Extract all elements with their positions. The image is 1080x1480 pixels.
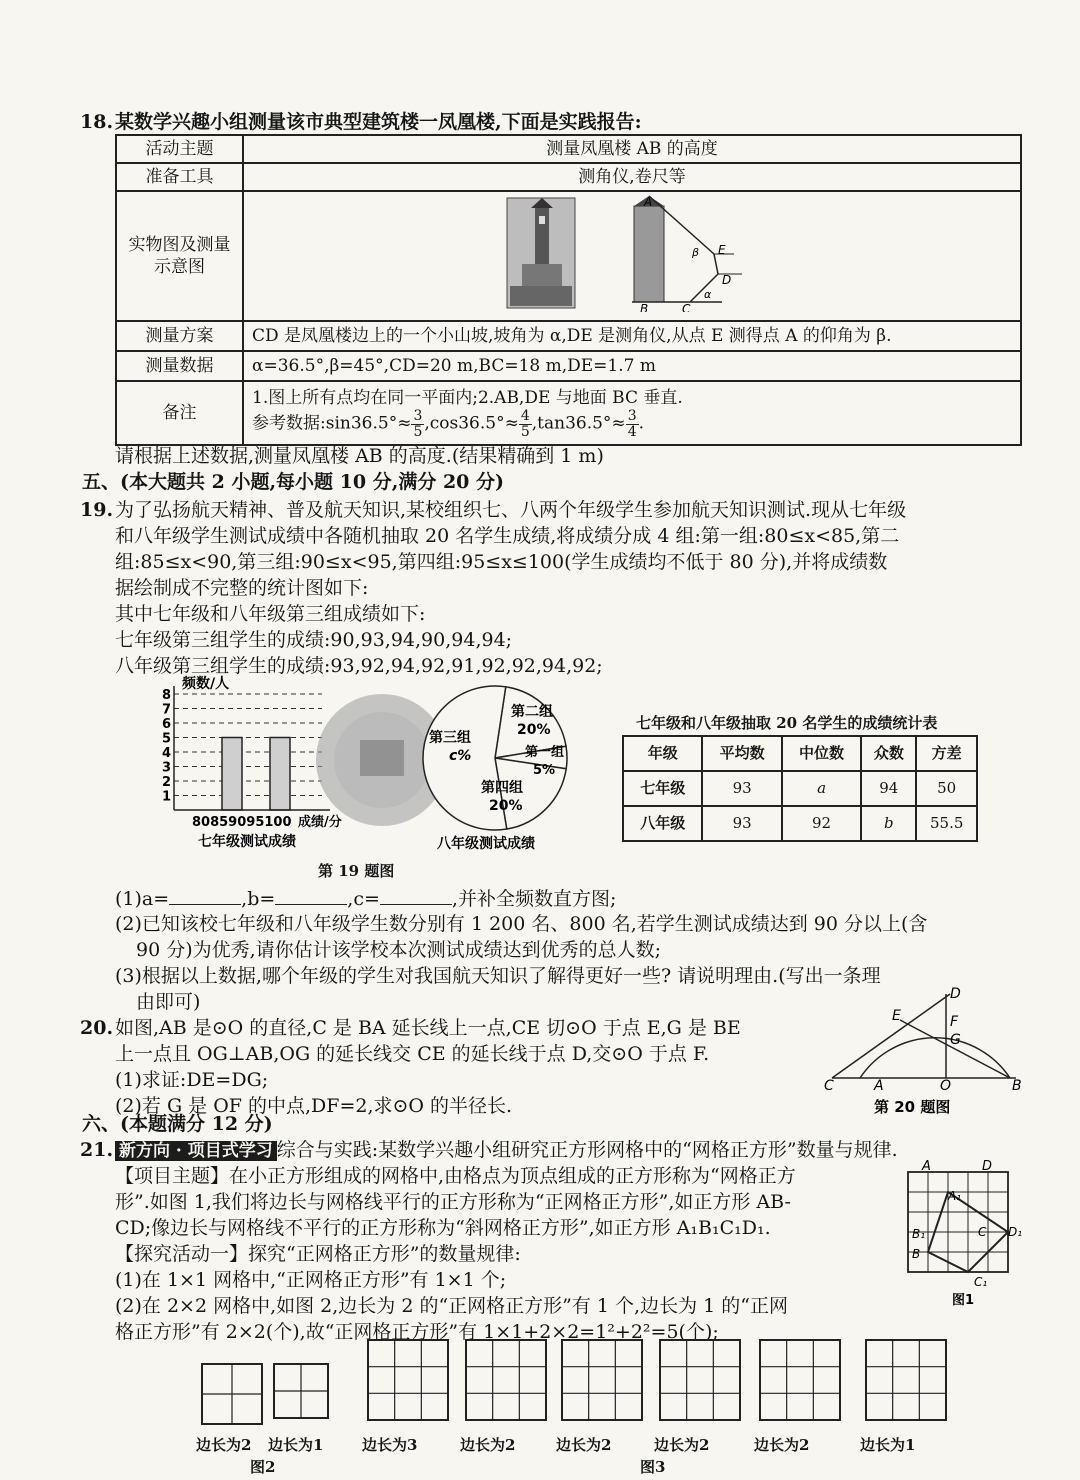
q19-line1: 为了弘扬航天精神、普及航天知识,某校组织七、八两个年级学生参加航天知识测试.现从七年级: [115, 499, 907, 521]
q20-label-O: O: [940, 1078, 952, 1094]
q18-question: 请根据上述数据,测量凤凰楼 AB 的高度.(结果精确到 1 m): [115, 445, 604, 467]
q20-label-B: B: [1012, 1078, 1022, 1094]
q20-label-G: G: [950, 1032, 961, 1048]
pie-label-g3: 第三组: [429, 730, 471, 746]
fig1-label-C: C: [978, 1225, 987, 1239]
table-cell: 七年级: [623, 771, 702, 806]
row-body-theme: 测量凤凰楼 AB 的高度: [243, 135, 1021, 163]
q19-sub3-line1: (3)根据以上数据,哪个年级的学生对我国航天知识了解得更好一些? 请说明理由.(写出一条理: [115, 965, 881, 987]
q21-line4: 【探究活动一】探究“正网格正方形”的数量规律:: [115, 1243, 521, 1265]
pie-chart: [405, 670, 605, 860]
notes-line1: 1.图上所有点均在同一平面内;2.AB,DE 与地面 BC 垂直.: [252, 388, 683, 409]
grid-caption: 边长为2: [556, 1436, 612, 1454]
fig1-label-C1: C₁: [974, 1275, 988, 1289]
q18-report-table: [115, 134, 1022, 446]
hist-ytick: 6: [162, 717, 172, 732]
q19-figure-caption: 第 19 题图: [318, 862, 395, 880]
fig1-label-A: A: [922, 1159, 931, 1174]
fig3-caption: 图3: [640, 1458, 666, 1476]
label-A: A: [644, 195, 653, 210]
th-mode: 众数: [861, 736, 916, 771]
th-mean: 平均数: [702, 736, 781, 771]
row-head-plan: 测量方案: [116, 321, 243, 351]
hist-ytick: 3: [162, 760, 172, 776]
q20-line1: 如图,AB 是⊙O 的直径,C 是 BA 延长线上一点,CE 切⊙O 于点 E,G 是 BE: [115, 1017, 741, 1039]
th-median: 中位数: [782, 736, 861, 771]
q20-label-E: E: [892, 1008, 901, 1024]
hist-ytick: 1: [162, 789, 172, 805]
q20-line3: (1)求证:DE=DG;: [115, 1069, 269, 1091]
q19-sub3-line2: 由即可): [136, 991, 201, 1013]
hist-yticks: [162, 688, 171, 805]
pie-label-g1p: 5%: [533, 763, 556, 778]
label-beta: β: [692, 246, 700, 260]
section5-header: 五、(本大题共 2 小题,每小题 10 分,满分 20 分): [82, 471, 504, 493]
row-body-tools: 测角仪,卷尺等: [243, 163, 1021, 191]
grid-caption: 边长为1: [860, 1436, 916, 1454]
fig1-label-B: B: [912, 1247, 921, 1261]
table-cell: 94: [861, 771, 916, 806]
row-body-notes: [243, 381, 1021, 445]
pie-label-g1: 第一组: [525, 745, 565, 760]
q21-line6: (2)在 2×2 网格中,如图 2,边长为 2 的“正网格正方形”有 1 个,边长为 1 的“正网: [115, 1295, 788, 1317]
row-head-theme: 活动主题: [116, 135, 243, 163]
row-body-data: α=36.5°,β=45°,CD=20 m,BC=18 m,DE=1.7 m: [243, 351, 1021, 381]
pie-caption: 八年级测试成绩: [437, 836, 535, 852]
q21-line1: 【项目主题】在小正方形组成的网格中,由格点为顶点组成的正方形称为“网格正方: [115, 1165, 796, 1187]
table-cell: 55.5: [916, 806, 977, 841]
q19-number: 19.: [80, 499, 114, 521]
fig1-caption: 图1: [952, 1293, 975, 1308]
hist-xlabel: 成绩/分: [298, 815, 342, 830]
frac-tan: $\frac{3}{4}$: [627, 408, 637, 440]
q20-figure-caption: 第 20 题图: [874, 1098, 951, 1116]
label-B: B: [640, 302, 649, 313]
fig1-label-D: D: [982, 1159, 993, 1174]
section6-header: 六、(本题满分 12 分): [82, 1113, 273, 1135]
grid-figure: [758, 1338, 842, 1422]
grid-caption: 边长为2: [654, 1436, 710, 1454]
ref-cos: ,cos36.5°≈: [424, 413, 519, 434]
label-alpha: α: [704, 288, 712, 302]
hist-grid: [174, 694, 322, 796]
grid-figure: [200, 1362, 264, 1426]
fig1-label-A1: A₁: [948, 1189, 962, 1203]
hist-bar: [222, 738, 242, 811]
label-E: E: [718, 243, 726, 258]
tower-photo: [507, 198, 575, 308]
grid-caption: 边长为2: [754, 1436, 810, 1454]
row-body-plan: CD 是凤凰楼边上的一个小山坡,坡角为 α,DE 是测角仪,从点 E 测得点 A 的仰角为 β.: [243, 321, 1021, 351]
row-body-figure: [243, 191, 1021, 321]
q20-label-C: C: [824, 1078, 834, 1094]
frac-cos: $\frac{4}{5}$: [520, 408, 530, 440]
hist-ytick: 8: [162, 688, 172, 703]
row-head-figure: 实物图及测量示意图: [116, 191, 243, 321]
hist-ytick: 7: [162, 702, 172, 718]
hist-ytick: 2: [162, 775, 172, 790]
table-cell: 八年级: [623, 806, 702, 841]
notes-ref: 参考数据:sin36.5°≈ $\frac{3}{5}$ ,cos36.5°≈ $\frac{4}{5}$ ,tan36.5°≈ $\frac{3}{4}$ .: [252, 408, 645, 440]
q19-line5: 其中七年级和八年级第三组成绩如下:: [115, 603, 426, 625]
q20-label-A: A: [874, 1078, 884, 1094]
grid-figure: [658, 1338, 742, 1422]
ref-prefix: 参考数据:sin36.5°≈: [252, 413, 412, 434]
q21-title: 新方向 · 项目式学习 综合与实践:某数学兴趣小组研究正方形网格中的“网格正方形”数量与规律.: [115, 1138, 898, 1163]
measurement-schematic: [632, 195, 742, 312]
hist-caption: 七年级测试成绩: [198, 834, 296, 850]
q20-line4: (2)若 G 是 OF 的中点,DF=2,求⊙O 的半径长.: [115, 1095, 513, 1117]
row-head-notes: 备注: [116, 381, 243, 445]
grid-caption: 边长为2: [196, 1436, 252, 1454]
hist-bar: [270, 738, 290, 811]
q19-sub2-line2: 90 分)为优秀,请你估计该学校本次测试成绩达到优秀的总人数;: [136, 939, 662, 961]
q20-figure: [820, 986, 1030, 1116]
label-C: C: [682, 302, 691, 313]
grid-figure: [864, 1338, 948, 1422]
q21-number: 21.: [80, 1139, 114, 1161]
th-variance: 方差: [916, 736, 977, 771]
hist-ytick: 5: [162, 731, 172, 747]
q19-sub2-line1: (2)已知该校七年级和八年级学生数分别有 1 200 名、800 名,若学生测试成绩达到 90 分以上(含: [115, 913, 928, 935]
q20-label-D: D: [950, 986, 961, 1002]
grid-figure: [464, 1338, 548, 1422]
q20-number: 20.: [80, 1017, 114, 1039]
table-cell: 92: [782, 806, 861, 841]
grid-figure: [366, 1338, 450, 1422]
q19-line3: 组:85≤x<90,第三组:90≤x<95,第四组:95≤x≤100(学生成绩均不低于 80 分),并将成绩数: [115, 551, 888, 573]
grid-caption: 边长为3: [362, 1436, 418, 1454]
table-cell: 93: [702, 771, 781, 806]
q21-line3: CD;像边长与网格线不平行的正方形称为“斜网格正方形”,如正方形 A₁B₁C₁D₁.: [115, 1217, 771, 1239]
q19-line7: 八年级第三组学生的成绩:93,92,94,92,91,92,92,94,92;: [115, 655, 603, 677]
fig2-caption: 图2: [250, 1458, 276, 1476]
q20-label-F: F: [950, 1014, 959, 1030]
grid-figure: [272, 1362, 330, 1420]
grid-caption: 边长为2: [460, 1436, 516, 1454]
q21-figure1: [900, 1158, 1030, 1308]
q20-line2: 上一点且 OG⊥AB,OG 的延长线交 CE 的延长线于点 D,交⊙O 于点 F.: [115, 1043, 710, 1065]
row-head-tools: 准备工具: [116, 163, 243, 191]
stats-table: [622, 735, 978, 842]
fig1-label-B1: B₁: [912, 1227, 926, 1241]
table-cell: 93: [702, 806, 781, 841]
pie-label-g2p: 20%: [517, 722, 551, 738]
grid-caption: 边长为1: [268, 1436, 324, 1454]
q18-intro: 某数学兴趣小组测量该市典型建筑楼一凤凰楼,下面是实践报告:: [115, 111, 642, 133]
q19-sub1: (1)a= ,b= ,c= ,并补全频数直方图;: [115, 888, 617, 910]
table-cell: 50: [916, 771, 977, 806]
q18-number: 18.: [80, 111, 114, 133]
q18-figures: [252, 194, 1012, 312]
q19-line6: 七年级第三组学生的成绩:90,93,94,90,94,94;: [115, 629, 513, 651]
stats-table-title: 七年级和八年级抽取 20 名学生的成绩统计表: [636, 714, 938, 732]
pie-label-g3p: c%: [449, 748, 472, 764]
table-cell: a: [782, 771, 861, 806]
frac-sin: $\frac{3}{5}$: [413, 408, 423, 440]
q21-line7: 格正方形”有 2×2(个),故“正网格正方形”有 1×1+2×2=1²+2²=5(个);: [115, 1321, 719, 1343]
th-grade: 年级: [623, 736, 702, 771]
ref-tan: ,tan36.5°≈: [531, 413, 626, 434]
row-head-data: 测量数据: [116, 351, 243, 381]
project-tag: 新方向 · 项目式学习: [115, 1141, 277, 1161]
q19-line4: 据绘制成不完整的统计图如下:: [115, 577, 369, 599]
pie-label-g2: 第二组: [511, 704, 553, 720]
hist-ylabel: 频数/人: [182, 676, 230, 692]
hist-xticks: 80859095100: [192, 815, 292, 830]
grid-figure: [560, 1338, 644, 1422]
q19-line2: 和八年级学生测试成绩中各随机抽取 20 名学生成绩,将成绩分成 4 组:第一组:80≤x<85,第二: [115, 525, 900, 547]
pie-label-g4: 第四组: [481, 780, 523, 796]
pie-label-g4p: 20%: [489, 798, 523, 814]
q21-line2: 形”.如图 1,我们将边长与网格线平行的正方形称为“正网格正方形”,如正方形 AB-: [115, 1191, 791, 1213]
label-D: D: [722, 273, 732, 288]
hist-bars: [222, 738, 290, 811]
hist-ytick: 4: [162, 746, 172, 761]
q21-line5: (1)在 1×1 网格中,“正网格正方形”有 1×1 个;: [115, 1269, 507, 1291]
fig1-label-D1: D₁: [1008, 1225, 1023, 1239]
table-cell: b: [861, 806, 916, 841]
